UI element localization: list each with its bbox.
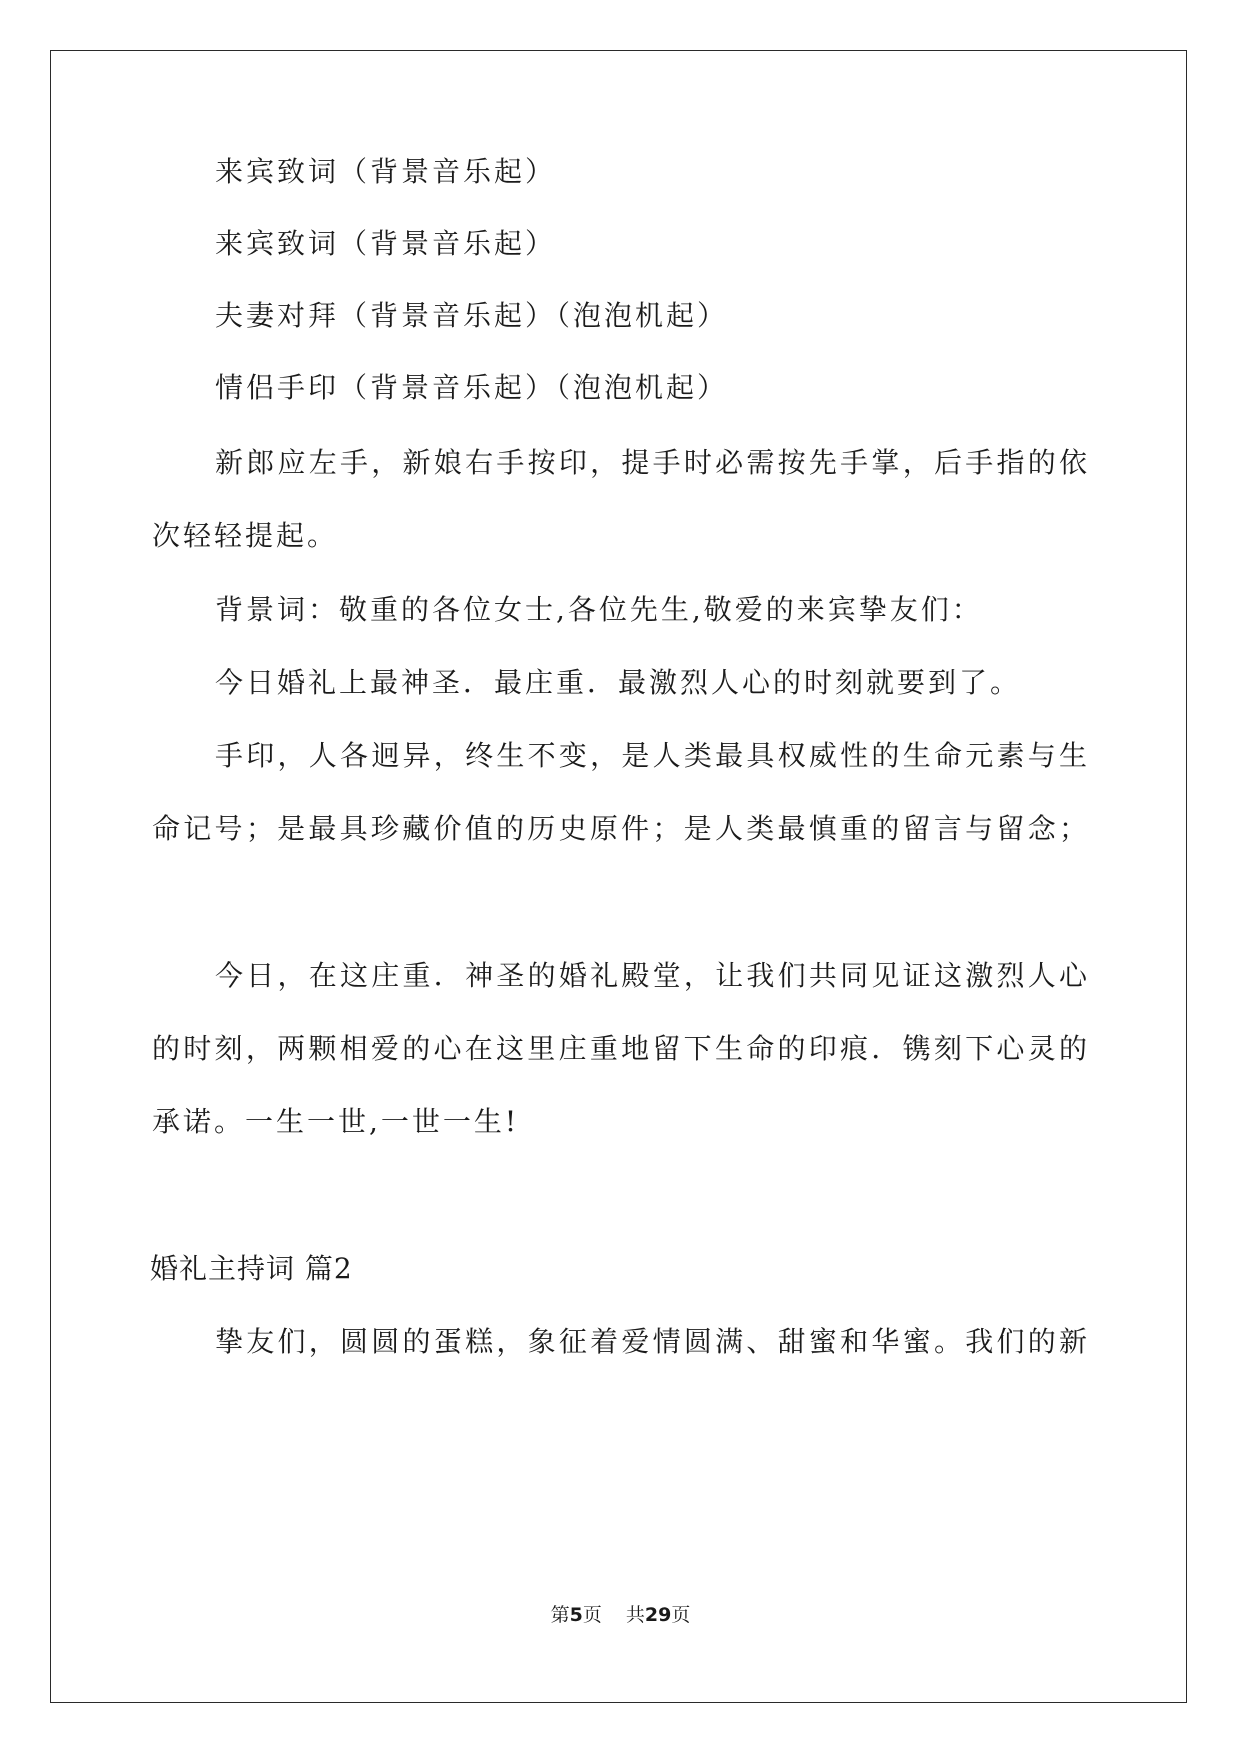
footer-page-suffix: 页 [582,1604,602,1626]
paragraph-witness-line-3: 承诺。一生一世,一世一生! [152,1105,520,1138]
paragraph-guest-speech-1: 来宾致词（背景音乐起） [215,155,557,188]
paragraph-cake-line-1: 挚友们，圆圆的蛋糕，象征着爱情圆满、甜蜜和华蜜。我们的新 [215,1325,1087,1358]
footer-total-pages: 29 [644,1604,672,1626]
footer-page-prefix: 第 [550,1604,570,1626]
footer-total-suffix: 页 [671,1604,691,1626]
paragraph-handprint-instructions-line-2: 次轻轻提起。 [152,519,339,552]
footer-total-prefix: 共 [625,1604,645,1626]
paragraph-couple-bow: 夫妻对拜（背景音乐起）（泡泡机起） [215,299,729,332]
paragraph-handprint-instructions-line-1: 新郎应左手，新娘右手按印，提手时必需按先手掌，后手指的依 [215,446,1087,479]
paragraph-witness-line-2: 的时刻，两颗相爱的心在这里庄重地留下生命的印痕．镌刻下心灵的 [152,1032,1087,1065]
paragraph-background-words: 背景词：敬重的各位女士,各位先生,敬爱的来宾挚友们： [215,593,983,626]
paragraph-sacred-moment: 今日婚礼上最神圣．最庄重．最激烈人心的时刻就要到了。 [215,666,1022,699]
page-footer [0,1602,1241,1628]
footer-page-number: 5 [569,1604,583,1626]
section-heading: 婚礼主持词 篇2 [150,1252,353,1285]
paragraph-guest-speech-2: 来宾致词（背景音乐起） [215,227,557,260]
paragraph-witness-line-1: 今日，在这庄重．神圣的婚礼殿堂，让我们共同见证这激烈人心 [215,959,1087,992]
paragraph-handprint-meaning-line-2: 命记号；是最具珍藏价值的历史原件；是人类最慎重的留言与留念； [152,812,1087,845]
paragraph-couple-handprint: 情侣手印（背景音乐起）（泡泡机起） [215,371,729,404]
paragraph-handprint-meaning-line-1: 手印，人各迥异，终生不变，是人类最具权威性的生命元素与生 [215,739,1087,772]
